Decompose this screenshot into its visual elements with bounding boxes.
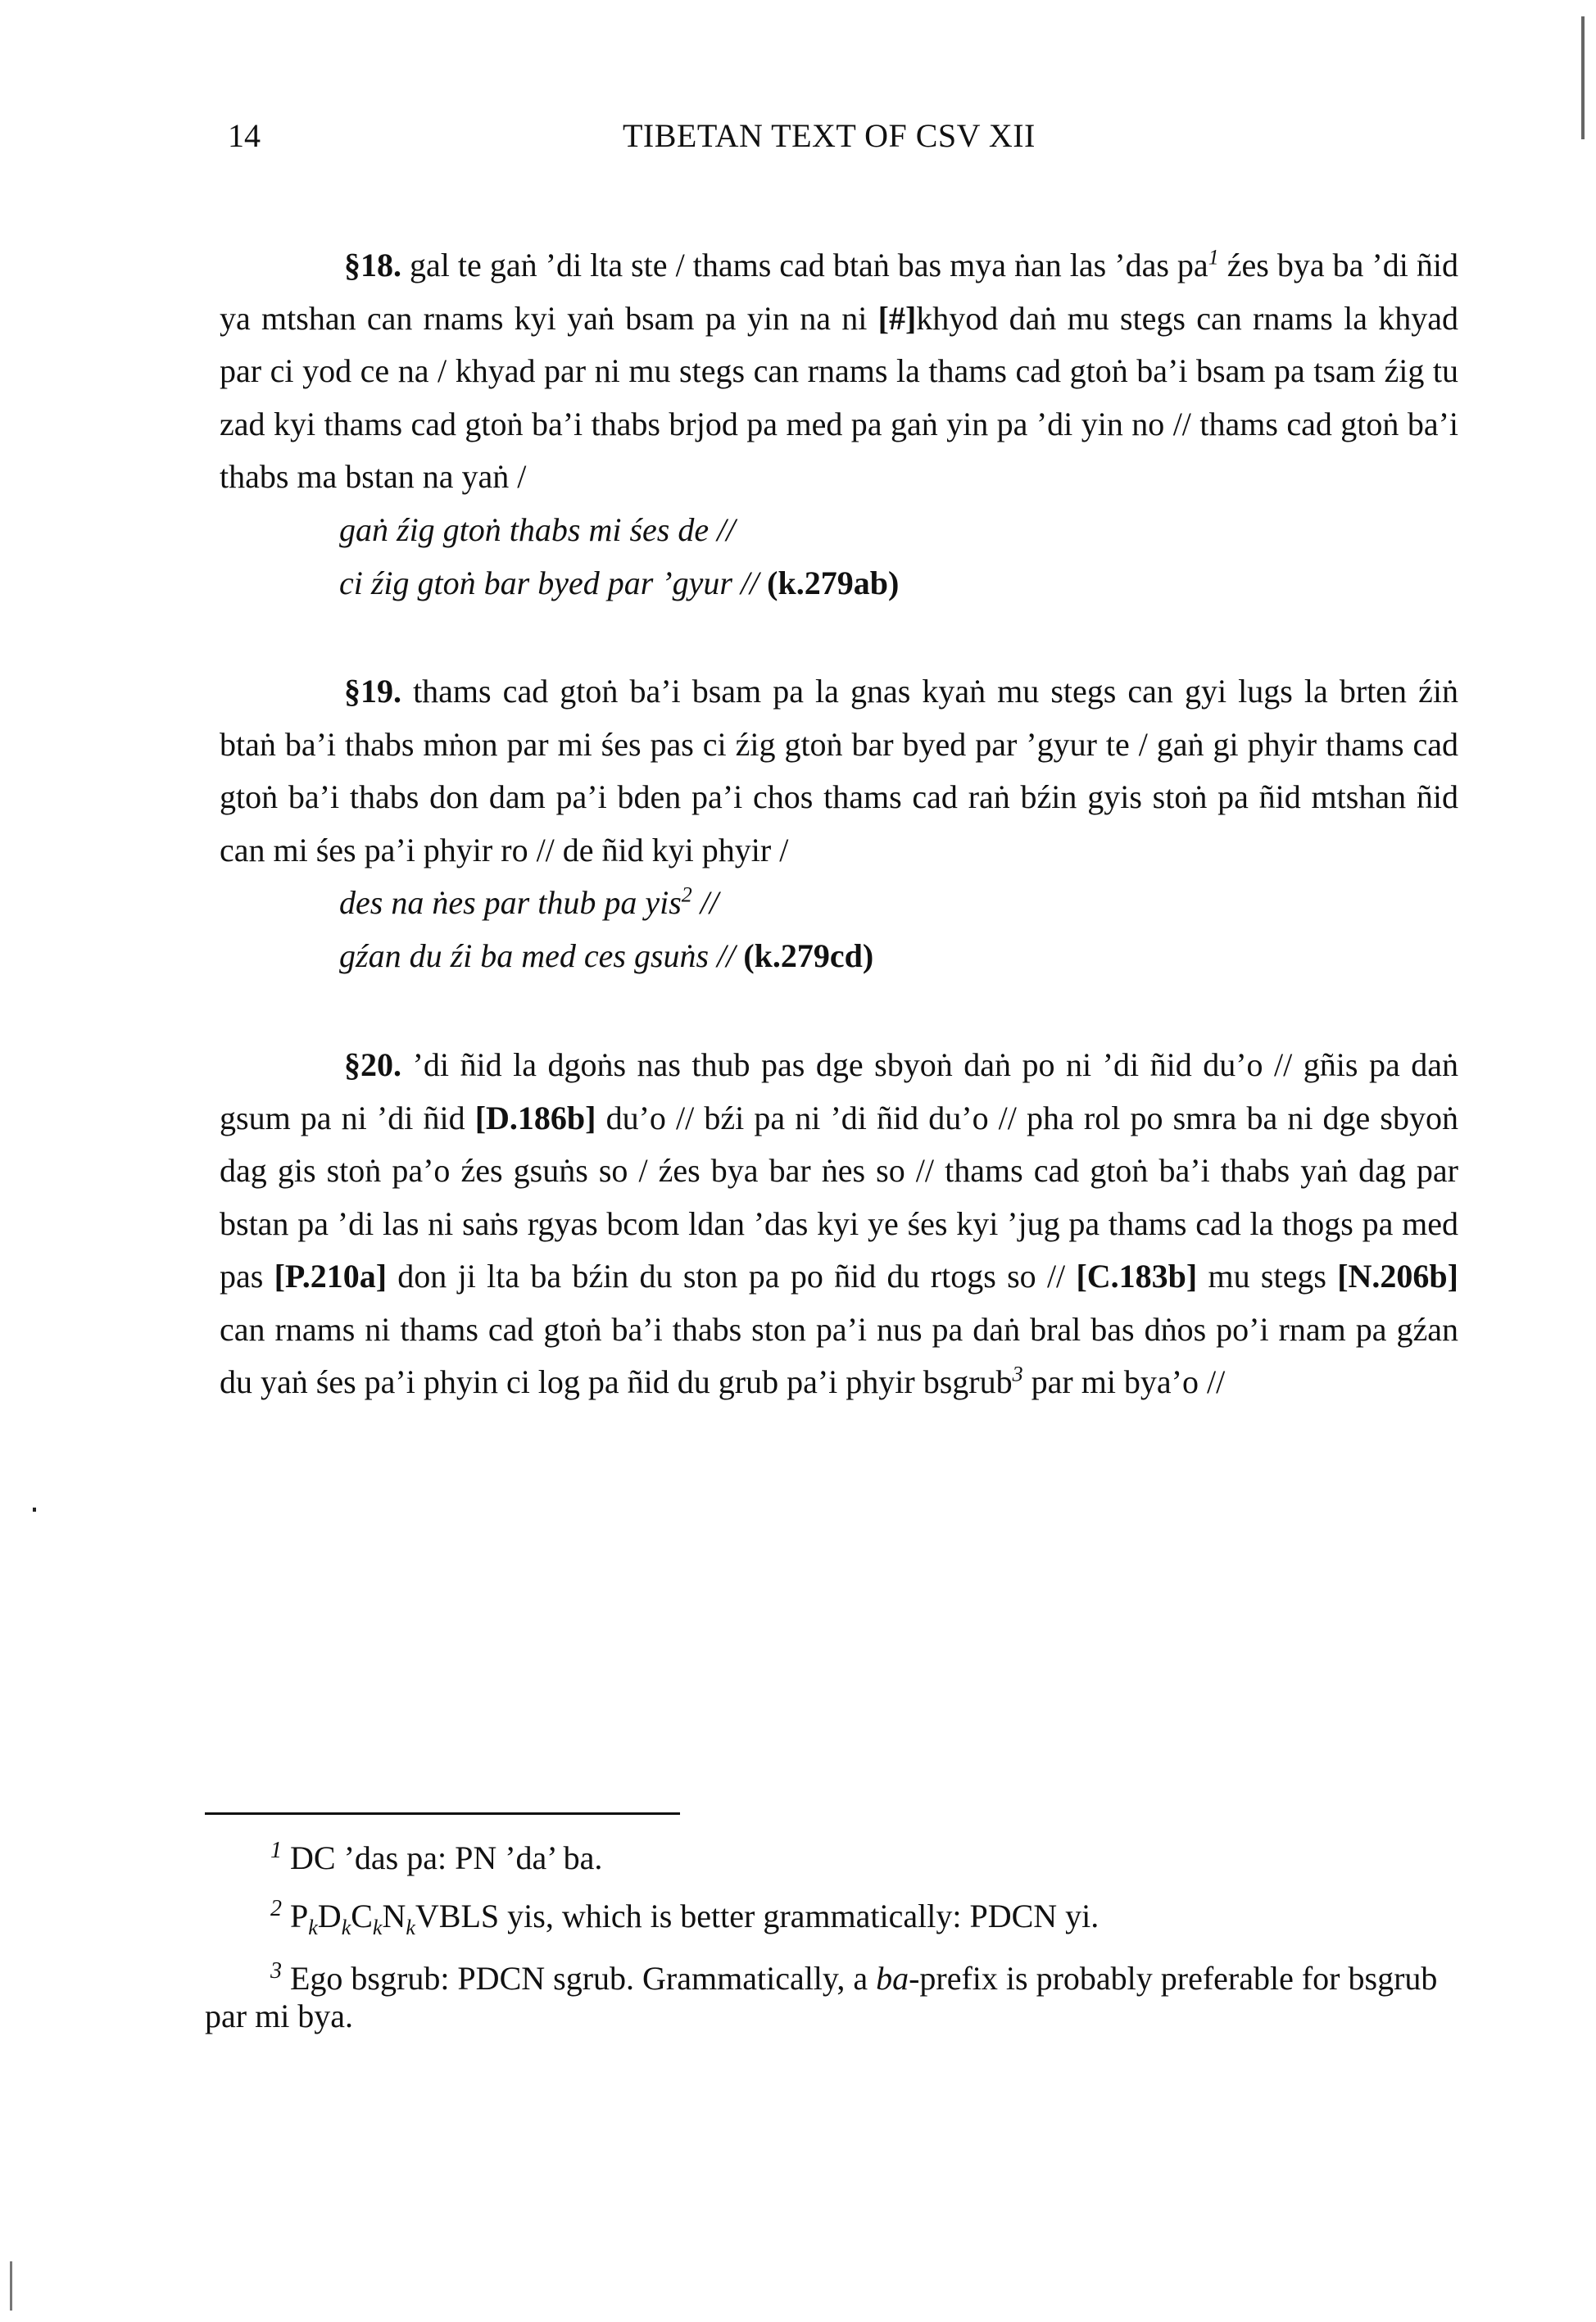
sigla: N [382,1898,406,1934]
verse-line [339,877,873,930]
scan-artifact [33,1508,36,1512]
verse-line [339,557,899,610]
footnote-3 [205,1957,1458,2035]
sigla-sub: k [406,1916,415,1939]
verse-text: gźan du źi ba med ces gsuṅs // [339,937,744,974]
verse-text: des na ṅes par thub pa yis [339,884,682,921]
footnote-text: DC ’das pa: PN ’da’ ba. [290,1839,603,1876]
footnote-1 [270,1839,602,1877]
verse-18 [339,504,899,610]
footnote-2 [270,1895,1100,1939]
section-label: §19. [344,673,401,710]
text-run: thams cad gtoṅ ba’i bsam pa la gnas kyaṅ mu stegs can gyi lugs la brten źiṅ btaṅ ba’i thabs mṅon par mi śes pas ci źig gtoṅ bar byed par ’gyur te / gaṅ gi phyir thams cad gtoṅ ba’i thabs don dam pa’i bden pa’i chos thams cad raṅ bźin gyis stoṅ pa ñid mtshan ñid can mi śes pa’i phyir ro // de ñid kyi phyir / [220,673,1458,868]
text-run: mu stegs [1197,1258,1338,1295]
scan-artifact [1581,16,1585,139]
text-run: khyod daṅ mu stegs can rnams la khyad par ci yod ce na / khyad par ni mu stegs can rnams la thams cad gtoṅ ba’i bsam pa tsam źig tu zad kyi thams cad gtoṅ ba’i thabs brjod pa med pa gaṅ yin pa ’di yin no // thams cad gtoṅ ba’i thabs ma bstan na yaṅ / [220,299,1458,495]
sigla: P [290,1898,309,1934]
footnote-text: VBLS yis, which is better grammatically: PDCN yi. [415,1898,1100,1934]
text-run: źes bya ba ’di ñid ya mtshan can rnams kyi yaṅ bsam pa yin na ni [220,247,1459,337]
footnote-text: ba [876,1960,909,1997]
footnote-mark: 1 [270,1837,282,1863]
footnote-mark: 2 [270,1895,282,1921]
verse-text: // [691,884,719,921]
footnote-text: Ego bsgrub: PDCN sgrub. Grammatically, a [290,1960,877,1997]
footnote-divider [205,1812,680,1815]
section-19 [220,665,1458,877]
footnote-ref: 2 [681,882,692,907]
verse-text: ci źig gtoṅ bar byed par ’gyur // [339,564,768,601]
verse-line [339,930,873,983]
verse-line: gaṅ źig gtoṅ thabs mi śes de // [339,511,736,548]
folio-marker: [P.210a] [274,1258,388,1295]
folio-marker: [N.206b] [1337,1258,1458,1295]
text-run: don ji lta ba bźin du ston pa po ñid du rtogs so // [387,1258,1077,1295]
verse-ref: (k.279ab) [767,564,900,601]
sigla-sub: k [341,1916,351,1939]
footnote-ref: 3 [1012,1362,1023,1386]
footnote-ref: 1 [1208,245,1219,270]
section-label: §18. [344,247,401,283]
text-run: gal te gaṅ ’di lta ste / thams cad btaṅ bas mya ṅan las ’das pa [401,247,1208,283]
paragraph-18 [220,239,1458,504]
section-18 [220,239,1458,504]
running-title: TIBETAN TEXT OF CSV XII [623,117,1036,154]
paragraph-20 [220,1039,1458,1409]
sigla: C [351,1898,373,1934]
text-run: ’di ñid la dgoṅs nas thub pas dge sbyoṅ daṅ po ni ’di ñid du’o // gñis pa daṅ gsum pa ni ’di ñid [220,1046,1458,1136]
marker: [#] [877,299,917,337]
footnote-text: -prefix is probably preferable for bsgrub par mi bya. [205,1960,1438,2034]
page-number: 14 [228,117,261,154]
sigla: D [317,1898,342,1934]
verse-19 [339,877,873,982]
text-run: du’o // bźi pa ni ’di ñid du’o // pha rol po smra ba ni dge sbyoṅ dag gis stoṅ pa’o źes gsuṅs so / źes bya bar ṅes so // thams cad gtoṅ ba’i thabs yaṅ dag par bstan pa ’di las ni saṅs rgyas bcom ldan ’das kyi ye śes kyi ’jug pa thams cad la thogs pa med pas [220,1099,1458,1295]
verse-ref: (k.279cd) [743,937,874,974]
folio-marker: [C.183b] [1076,1258,1198,1295]
paragraph-19 [220,665,1458,877]
footnote-mark: 3 [270,1957,282,1984]
sigla-sub: k [372,1916,383,1939]
folio-marker: [D.186b] [474,1099,596,1136]
section-label: §20. [344,1046,401,1083]
sigla-sub: k [308,1916,318,1939]
text-run: par mi bya’o // [1022,1363,1226,1400]
text-run: can rnams ni thams cad gtoṅ ba’i thabs ston pa’i nus pa daṅ bral bas dṅos po’i rnam pa gźan du yaṅ śes pa’i phyin ci log pa ñid du grub pa’i phyir bsgrub [220,1310,1458,1400]
scan-artifact [10,2261,12,2311]
section-20 [220,1039,1458,1409]
